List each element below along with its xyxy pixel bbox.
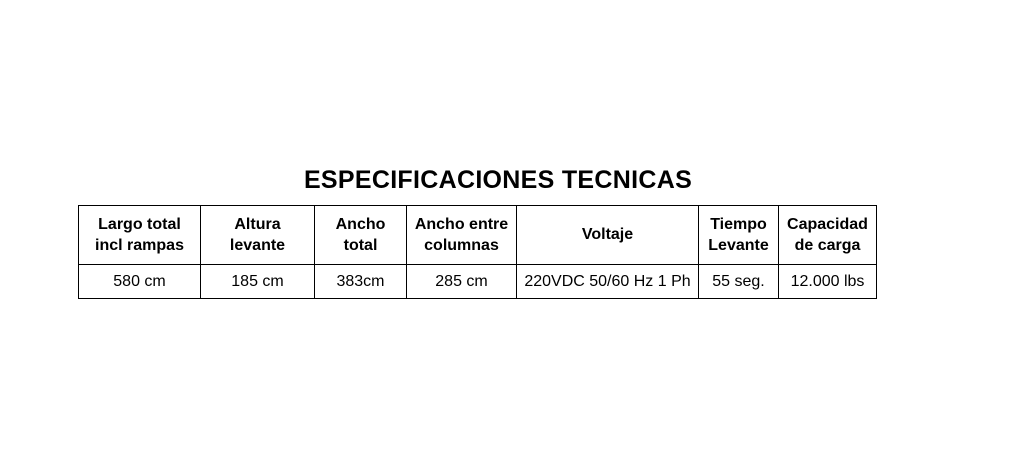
cell-capacidad-de-carga: 12.000 lbs bbox=[779, 265, 877, 299]
specifications-table bbox=[78, 205, 877, 299]
cell-ancho-total: 383cm bbox=[315, 265, 407, 299]
column-header-ancho-entre-columnas: Ancho entre columnas bbox=[407, 206, 517, 265]
column-header-tiempo-levante: Tiempo Levante bbox=[699, 206, 779, 265]
column-header-largo-total: Largo total incl rampas bbox=[79, 206, 201, 265]
table-row bbox=[79, 265, 877, 299]
column-header-ancho-total: Ancho total bbox=[315, 206, 407, 265]
cell-largo-total: 580 cm bbox=[79, 265, 201, 299]
cell-tiempo-levante: 55 seg. bbox=[699, 265, 779, 299]
column-header-capacidad-de-carga: Capacidad de carga bbox=[779, 206, 877, 265]
cell-ancho-entre-columnas: 285 cm bbox=[407, 265, 517, 299]
cell-voltaje: 220VDC 50/60 Hz 1 Ph bbox=[517, 265, 699, 299]
page-title: ESPECIFICACIONES TECNICAS bbox=[303, 166, 693, 194]
cell-altura-levante: 185 cm bbox=[201, 265, 315, 299]
table-header-row bbox=[79, 206, 877, 265]
column-header-voltaje: Voltaje bbox=[517, 206, 699, 265]
column-header-altura-levante: Altura levante bbox=[201, 206, 315, 265]
